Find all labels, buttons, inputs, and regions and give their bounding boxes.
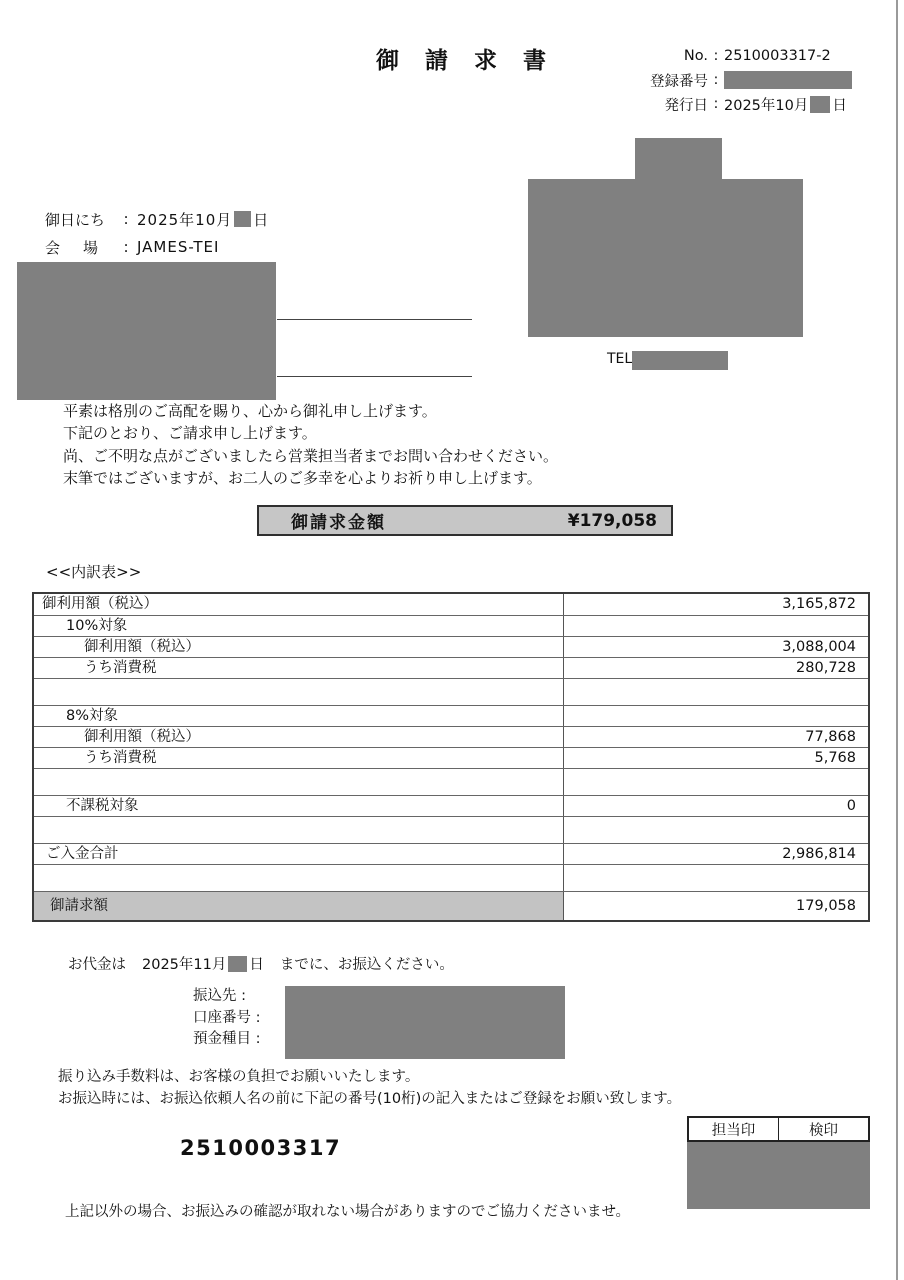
- row-label: 御利用額（税込）: [34, 637, 564, 657]
- deposit-type-label: 預金種目 :: [193, 1031, 261, 1047]
- due-day-redaction: [228, 956, 247, 972]
- row-value: 0: [846, 798, 856, 814]
- row-label: [34, 817, 564, 843]
- staff-stamp-header: 担当印: [689, 1118, 779, 1140]
- scan-edge-line: [896, 0, 898, 1280]
- row-value: 280,728: [796, 660, 856, 676]
- greeting-block: [63, 400, 558, 489]
- event-date-value: [137, 209, 269, 230]
- bank-details-redaction: [285, 986, 565, 1059]
- event-date-row: [45, 205, 269, 233]
- stamp-table: [687, 1116, 870, 1209]
- row-value: 77,868: [805, 729, 856, 745]
- greeting-line: 尚、ご不明な点がございましたら営業担当者までお問い合わせください。: [63, 446, 559, 465]
- row-value: 3,165,872: [782, 596, 856, 612]
- row-label: 御利用額（税込）: [34, 594, 564, 615]
- row-value: 179,058: [796, 898, 856, 914]
- row-value: 5,768: [814, 750, 856, 766]
- table-row: [34, 795, 868, 816]
- due-suffix: までに、お振込ください。: [279, 957, 454, 973]
- billed-amount-bar: [257, 505, 673, 536]
- registration-number-row: [618, 68, 898, 92]
- colon: :: [713, 72, 719, 88]
- fee-note: 振り込み手数料は、お客様の負担でお願いいたします。: [58, 1069, 420, 1085]
- issue-date-prefix: 2025年10月: [724, 97, 809, 114]
- reference-number: 2510003317: [180, 1136, 342, 1160]
- bank-details-block: [193, 986, 261, 1051]
- stamp-area-redaction: [687, 1142, 870, 1209]
- row-label: 10%対象: [34, 616, 564, 636]
- row-label: [34, 865, 564, 891]
- venue-label: 会 場: [45, 238, 103, 257]
- issue-date-suffix: 日: [832, 97, 847, 114]
- greeting-line: 末筆ではございますが、お二人のご多幸を心よりお祈り申し上げます。: [63, 468, 542, 487]
- customer-address-redaction: [17, 262, 276, 400]
- table-row-empty: [34, 768, 868, 795]
- table-row: [34, 843, 868, 864]
- colon: :: [713, 96, 719, 112]
- registration-number-redaction: [724, 71, 852, 89]
- row-label: 8%対象: [34, 706, 564, 726]
- row-label: 不課税対象: [34, 796, 564, 816]
- row-value: [564, 817, 868, 843]
- row-value: [564, 706, 868, 726]
- table-row: [34, 594, 868, 615]
- venue-row: [45, 233, 269, 261]
- row-value: [564, 679, 868, 705]
- billed-amount-value: ¥179,058: [567, 510, 657, 531]
- payment-notes: [58, 1066, 681, 1110]
- row-label: うち消費税: [34, 658, 564, 678]
- due-date-line: [68, 953, 454, 974]
- table-row-total: [34, 891, 868, 920]
- colon: :: [123, 210, 129, 228]
- row-value: [564, 769, 868, 795]
- table-row: [34, 726, 868, 747]
- table-row: [34, 615, 868, 636]
- greeting-line: 平素は格別のご高配を賜り、心から御礼申し上げます。: [63, 402, 437, 420]
- registration-number-label: 登録番号: [650, 73, 708, 90]
- table-row: [34, 705, 868, 726]
- transfer-note: お振込時には、お振込依頼人名の前に下記の番号(10桁)の記入またはご登録をお願い致します。: [58, 1091, 682, 1107]
- row-value: [564, 865, 868, 891]
- invoice-no-label: No.: [683, 48, 708, 64]
- table-row-empty: [34, 678, 868, 705]
- table-row: [34, 636, 868, 657]
- row-label: ご入金合計: [34, 844, 564, 864]
- colon: :: [713, 48, 719, 64]
- table-row-empty: [34, 816, 868, 843]
- inspection-stamp-header: 検印: [809, 1122, 838, 1139]
- issue-date-label: 発行日: [664, 97, 708, 114]
- row-label: 御利用額（税込）: [34, 727, 564, 747]
- billed-amount-label: 御請求金額: [291, 513, 386, 533]
- invoice-no-row: [618, 44, 898, 68]
- event-date-label: 御日にち: [45, 210, 106, 229]
- venue-value: JAMES-TEI: [137, 238, 220, 256]
- issue-date-row: [618, 92, 898, 116]
- row-value: [564, 616, 868, 636]
- invoice-title: 御 請 求 書: [376, 48, 556, 74]
- event-date-prefix: 2025年10月: [137, 210, 233, 229]
- issue-date-value: [724, 94, 847, 115]
- row-label: 御請求額: [34, 892, 564, 920]
- invoice-meta: [618, 44, 898, 116]
- row-value: 2,986,814: [782, 846, 856, 862]
- event-date-suffix: 日: [253, 210, 270, 229]
- customer-block: [45, 205, 269, 261]
- colon: :: [123, 238, 129, 256]
- bottom-note: 上記以外の場合、お振込みの確認が取れない場合がありますのでご協力くださいませ。: [65, 1204, 631, 1220]
- table-row: [34, 657, 868, 678]
- breakdown-heading: <<内訳表>>: [46, 563, 142, 581]
- row-label: [34, 679, 564, 705]
- row-value: 3,088,004: [782, 639, 856, 655]
- bank-name-label: 振込先 :: [193, 988, 246, 1004]
- row-label: [34, 769, 564, 795]
- stamp-table-header: [687, 1116, 870, 1142]
- invoice-no-value: 2510003317-2: [724, 48, 831, 64]
- account-number-label: 口座番号 :: [193, 1009, 261, 1026]
- registration-number-value: [724, 71, 852, 89]
- table-row: [34, 747, 868, 768]
- due-prefix: お代金は: [68, 957, 126, 973]
- issue-day-redaction: [810, 96, 830, 113]
- company-address-redaction: [528, 179, 803, 337]
- event-day-redaction: [234, 211, 251, 227]
- due-date-suffix: 日: [249, 957, 264, 973]
- greeting-line: 下記のとおり、ご請求申し上げます。: [63, 424, 317, 443]
- tel-label: TEL: [607, 351, 633, 367]
- due-date-prefix: 2025年11月: [142, 957, 227, 973]
- table-row-empty: [34, 864, 868, 891]
- breakdown-table: [32, 592, 870, 922]
- tel-redaction: [632, 351, 728, 370]
- writing-line: [277, 376, 472, 377]
- writing-line: [277, 319, 472, 320]
- company-logo-redaction: [635, 138, 722, 180]
- row-label: うち消費税: [34, 748, 564, 768]
